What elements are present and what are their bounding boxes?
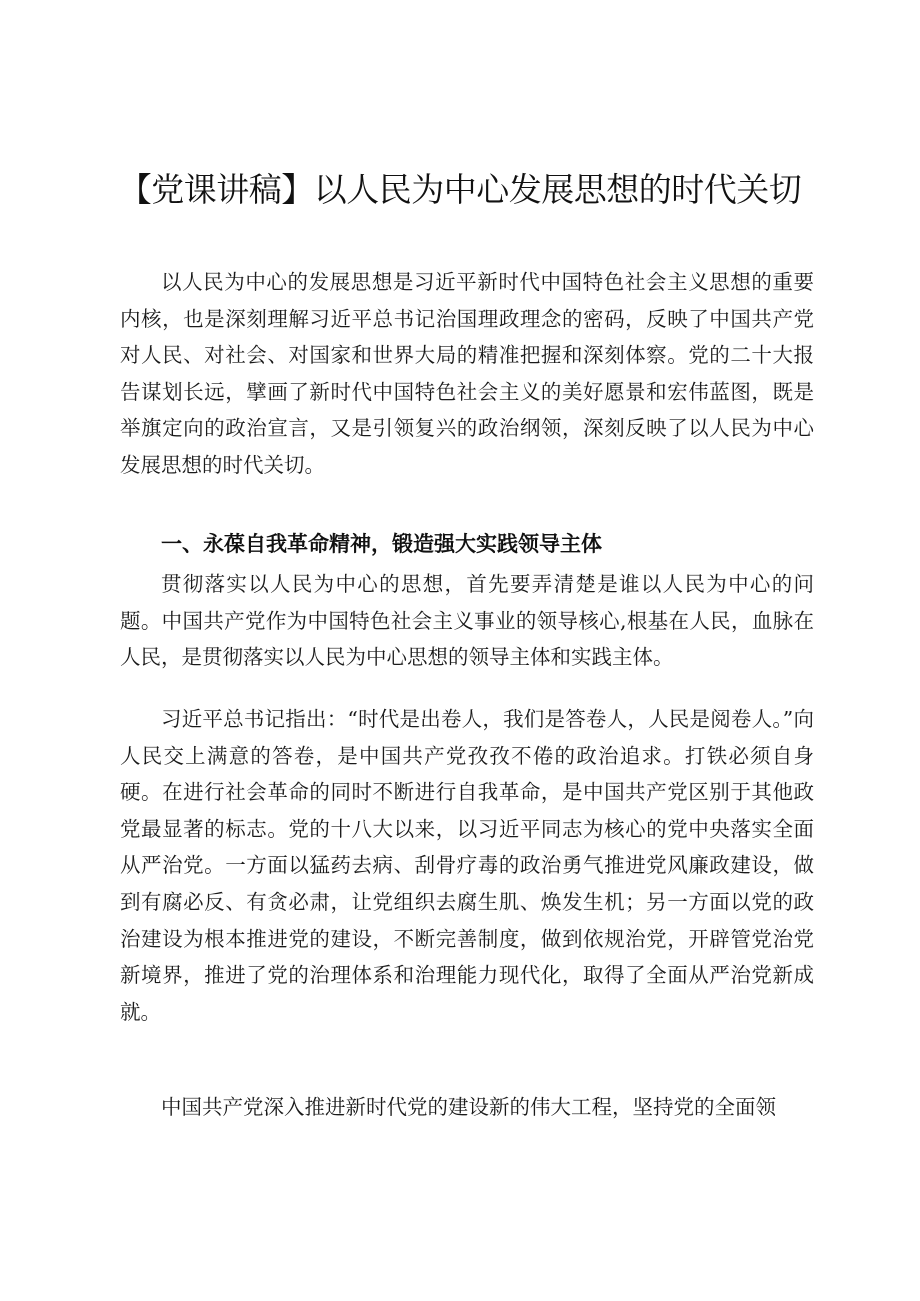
document-title: 【党课讲稿】以人民为中心发展思想的时代关切 — [118, 170, 802, 209]
section-paragraph-3: 中国共产党深入推进新时代党的建设新的伟大工程，坚持党的全面领 — [161, 1095, 776, 1119]
intro-paragraph: 以人民为中心的发展思想是习近平新时代中国特色社会主义思想的重要内核，也是深刻理解习近平总书记治国理政理念的密码，反映了中国共产党对人民、对社会、对国家和世界大局的精准把握和深刻体察。党的二十大报告谋划长远，擘画了新时代中国特色社会主义的美好愿景和宏伟蓝图，既是举旗定向的政治宣言，又是引领复兴的政治纲领，深刻反映了以人民为中心发展思想的时代关切。 — [120, 270, 814, 477]
section-paragraph-2: 习近平总书记指出：“时代是出卷人，我们是答卷人，人民是阅卷人。”向人民交上满意的答卷，是中国共产党孜孜不倦的政治追求。打铁必须自身硬。在进行社会革命的同时不断进行自我革命，是中国共产党区别于其他政党最显著的标志。党的十八大以来，以习近平同志为核心的党中央落实全面从严治党。一方面以猛药去病、刮骨疗毒的政治勇气推进党风廉政建设，做到有腐必反、有贪必肃，让党组织去腐生肌、焕发生机；另一方面以党的政治建设为根本推进党的建设，不断完善制度，做到依规治党，开辟管党治党新境界，推进了党的治理体系和治理能力现代化，取得了全面从严治党新成就。 — [120, 707, 814, 1024]
section-heading: 一、永葆自我革命精神，锻造强大实践领导主体 — [161, 532, 602, 556]
section-paragraph-1: 贯彻落实以人民为中心的思想，首先要弄清楚是谁以人民为中心的问题。中国共产党作为中国特色社会主义事业的领导核心,根基在人民，血脉在人民，是贯彻落实以人民为中心思想的领导主体和实践主体。 — [120, 572, 814, 670]
